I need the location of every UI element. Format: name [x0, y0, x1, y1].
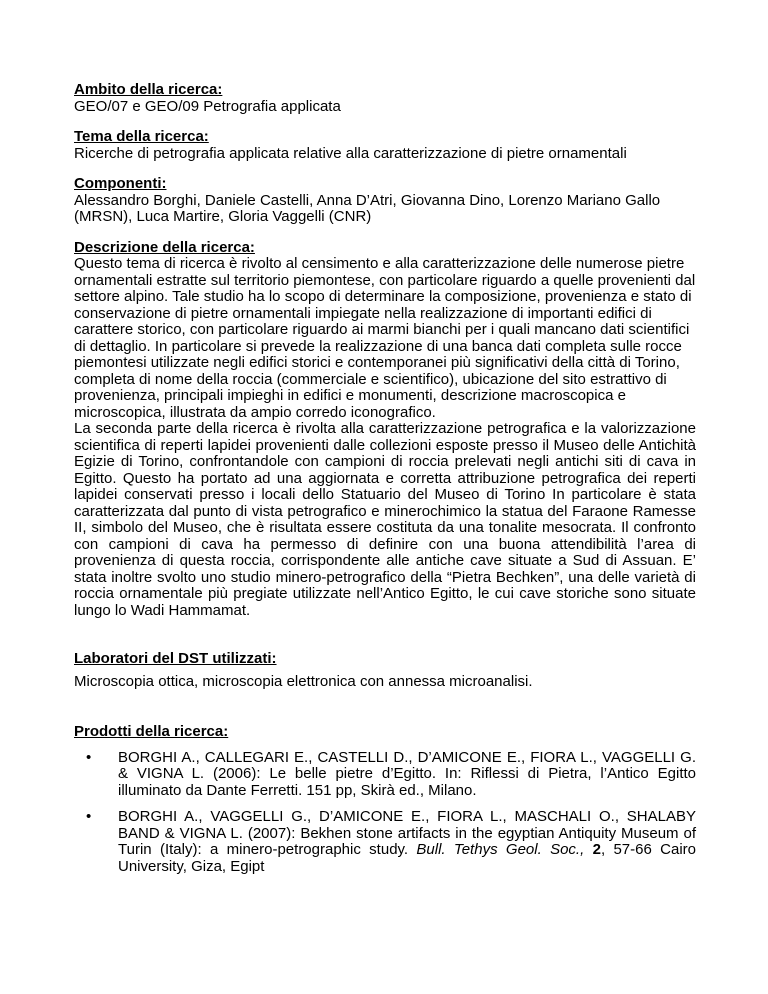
descrizione-paragraph-1: Questo tema di ricerca è rivolto al censimento e alla caratterizzazione delle numerose pietre ornamentali estratte sul territorio piemontese, con particolare riguardo a quelle provenienti dal settore alpino. Tale studio ha lo scopo di determinare la composizione, provenienza e stato di conservazione di pietre ornamentali impiegate nella realizzazione di importanti edifici di carattere storico, con particolare riguardo ai marmi bianchi per i quali mancano dati scientifici di dettaglio. In particolare si prevede la realizzazione di una banca dati completa sulle rocce piemontesi utilizzate negli edifici storici e contemporanei più significativi della città di Torino, completa di nome della roccia (commerciale e scientifico), ubicazione del sito estrattivo di provenienza, principali impieghi in edifici e monumenti, descrizione macroscopica e microscopica, illustrata da ampio corredo iconografico. — [74, 255, 696, 421]
reference-volume: 2 — [592, 841, 601, 858]
laboratori-section — [74, 651, 696, 690]
ambito-heading: Ambito della ricerca: — [74, 81, 223, 98]
bullet-icon: • — [86, 808, 92, 825]
prodotti-heading: Prodotti della ricerca: — [74, 723, 229, 740]
tema-text: Ricerche di petrografia applicata relative alla caratterizzazione di pietre ornamentali — [74, 144, 627, 162]
componenti-section — [74, 176, 696, 226]
reference-item — [74, 750, 696, 800]
descrizione-heading: Descrizione della ricerca: — [74, 238, 255, 256]
tema-section — [74, 129, 696, 162]
ambito-section — [74, 82, 696, 115]
prodotti-section — [74, 724, 696, 875]
tema-heading: Tema della ricerca: — [74, 128, 209, 145]
ambito-text: GEO/07 e GEO/09 Petrografia applicata — [74, 97, 341, 115]
laboratori-text: Microscopia ottica, microscopia elettronica con annessa microanalisi. — [74, 672, 533, 690]
reference-item — [74, 809, 696, 875]
reference-journal: Bull. Tethys Geol. Soc., — [416, 841, 585, 858]
bullet-icon: • — [86, 748, 92, 766]
componenti-heading: Componenti: — [74, 175, 167, 192]
laboratori-heading: Laboratori del DST utilizzati: — [74, 650, 277, 667]
reference-list — [74, 750, 696, 876]
reference-text: BORGHI A., VAGGELLI G., D’AMICONE E., FIORA L., MASCHALI O., SHALABY BAND & VIGNA L. (2007): Bekhen stone artifacts in the egyptian Antiquity Museum of Turin (Italy): a minero-petrographic study. — [118, 808, 696, 858]
reference-tail: , 57-66 Cairo University, Giza, Egipt — [118, 841, 697, 875]
descrizione-section — [74, 240, 696, 620]
document-page — [74, 82, 696, 885]
descrizione-paragraph-2: La seconda parte della ricerca è rivolta alla caratterizzazione petrografica e la valorizzazione scientifica di reperti lapidei provenienti dalle collezioni esposte presso il Museo delle Antichità Egizie di Torino, confrontandole con campioni di roccia prelevati negli antichi siti di cava in Egitto. Questo ha portato ad una aggiornata e corretta attribuzione petrografica dei reperti lapidei conservati presso i locali dello Statuario del Museo di Torino In particolare è stata caratterizzata dal punto di vista petrografico e minerochimico la statua del Faraone Ramesse II, simbolo del Museo, che è risultata essere costituta da una tonalite mesocrata. Il confronto con campioni di cava ha permesso di definire con una buona attendibilità l’area di provenienza di questa roccia, corrispondente alle antiche cave situate a Sud di Assuan. E’ stata inoltre svolto uno studio minero-petrografico della “Pietra Bechken”, una delle varietà di roccia ornamentale più pregiate utilizzate nell’Antico Egitto, le cui cave storiche sono situate lungo lo Wadi Hammamat. — [74, 420, 696, 619]
reference-text: BORGHI A., CALLEGARI E., CASTELLI D., D’AMICONE E., FIORA L., VAGGELLI G. & VIGNA L. (2006): Le belle pietre d’Egitto. In: Riflessi di Pietra, l’Antico Egitto illuminato da Dante Ferretti. 151 pp, Skirà ed., Milano. — [118, 748, 696, 799]
componenti-text: Alessandro Borghi, Daniele Castelli, Anna D’Atri, Giovanna Dino, Lorenzo Mariano Gallo (MRSN), Luca Martire, Gloria Vaggelli (CNR) — [74, 191, 661, 225]
